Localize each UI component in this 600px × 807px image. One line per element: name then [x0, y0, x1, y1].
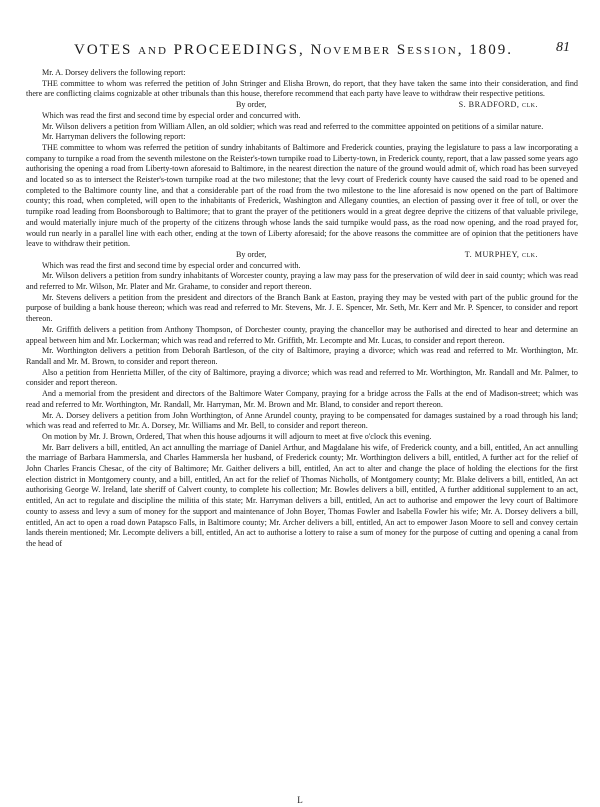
- clerk-signature: T. MURPHEY, clk.: [464, 249, 538, 259]
- page-number: 81: [556, 40, 570, 55]
- paragraph: And a memorial from the president and directors of the Baltimore Water Company, praying for a bridge across the Falls at the end of Madison-street; which was read and referred to Mr. Worthington, Mr. Randall, Mr. Harryman, Mr. M. Brown and Mr. Bland, to consider and report thereon.: [26, 389, 578, 409]
- by-order-label: By order,: [236, 249, 267, 259]
- paragraph: Mr. Barr delivers a bill, entitled, An act annulling the marriage of Daniel Arthur, and Magdalane his wife, of Frederick county, and a bill, entitled, An act annulling the marriage of Barbara Hammersla, and Charles Hammersla her husband, of Frederick county; Mr. Worthington delivers a bill, entitled, A further act for the relief of John Charles Francis Chesac, of the city of Baltimore; Mr. Gaither delivers a bill, entitled, An act to alter and change the place of holding the elections for the first election district in Montgomery county, and a bill, entitled, An act for the relief of Thomas Nicholls, of Montgomery county; Mr. Blake delivers a bill, entitled, An act authorising George W. Ireland, late sheriff of Calvert county, to complete his collection; Mr. Bowles delivers a bill, entitled, A further additional supplement to an act, entitled, An act to regulate and discipline the militia of this state; Mr. Harryman delivers a bill, entitled, An act to authorise and empower the levy court of Baltimore county to assess and levy a sum of money for the support and maintenance of John Boyer, Thomas Fowler and Isabella Fowler his wife; Mr. A. Dorsey delivers a bill, entitled, An act to open a road down Patapsco Falls, in Baltimore county; Mr. Archer delivers a bill, entitled, An act to empower Jason Moore to sell and convey certain lands therein mentioned; Mr. Lecompte delivers a bill, entitled, An act to authorise a lottery to raise a sum of money for the purpose of cutting and opening a canal from the head of: [26, 442, 578, 548]
- signature-line: [26, 100, 578, 111]
- paragraph: On motion by Mr. J. Brown, Ordered, That when this house adjourns it will adjourn to meet at five o'clock this evening.: [42, 431, 432, 441]
- paragraph: THE committee to whom was referred the petition of John Stringer and Elisha Brown, do report, that they have taken the same into their consideration, and find there are conflicting claims cognizable at other tribunals than this house, therefore recommend that each party have leave to withdraw their respective petitions.: [26, 78, 578, 99]
- paragraph: THE committee to whom was referred the petition of sundry inhabitants of Baltimore and Frederick counties, praying the legislature to pass a law incorporating a company to turnpike a road from the seventh milestone on the Reister's-town turnpike road to Liberty-town, in Frederick county, report, that a law passed some years ago authorising the opening a road from Liberty-town aforesaid to Baltimore, in the nearest direction the nature of the ground would admit of, which road has been surveyed and located so as to intersect the Reister's-town turnpike road at the two milestone; that the levy court of Frederick county have caused the said road to be opened and completed to the Baltimore county line, and that a considerable part of the road from the two milestone to the line aforesaid is now opened on the part of Baltimore county; this road, when completed, will open to the inhabitants of Frederick, Washington and Allegany counties, an election of passing over it free of toll, or over the turnpike road leading from Boonsborough to Baltimore; that to grant the prayer of the petitioners would in a great degree deprive the citizens of that valuable privilege, and would materially injure much of the property of the citizens through whose lands the said turnpike would pass, as the road now opening, and the road prayed for, would run nearly in a parallel line with each other, ending at the town of Liberty aforesaid; for the above reasons the committee are of opinion that the petitioners have leave to withdraw their petition.: [26, 142, 578, 249]
- signature-line: [26, 250, 578, 261]
- paragraph: Mr. Griffith delivers a petition from Anthony Thompson, of Dorchester county, praying the chancellor may be authorised and directed to hear and determine an appeal between him and Mr. Lockerman; which was read and referred to Mr. Griffith, Mr. Lecompte and Mr. Lucas, to consider and report thereon.: [26, 324, 578, 345]
- running-header: [26, 40, 578, 66]
- paragraph: Mr. Harryman delivers the following report:: [42, 132, 186, 142]
- paragraph: Also a petition from Henrietta Miller, of the city of Baltimore, praying a divorce; which was read and referred to Mr. Worthington, Mr. Randall and Mr. Palmer, to consider and report thereon.: [26, 367, 578, 388]
- by-order-label: By order,: [236, 100, 267, 110]
- paragraph: Which was read the first and second time by especial order and concurred with.: [42, 110, 301, 120]
- paragraph: Mr. A. Dorsey delivers the following report:: [42, 68, 186, 77]
- signature-mark: L: [297, 795, 303, 805]
- paragraph: Mr. Wilson delivers a petition from William Allen, an old soldier; which was read and referred to the committee appointed on petitions of a similar nature.: [42, 121, 544, 131]
- paragraph: Which was read the first and second time by especial order and concurred with.: [42, 260, 301, 270]
- paragraph: Mr. Worthington delivers a petition from Deborah Bartleson, of the city of Baltimore, praying a divorce; which was read and referred to Mr. Worthington, Mr. Randall and Mr. M. Brown, to consider and report thereon.: [26, 346, 578, 366]
- paragraph: Mr. Stevens delivers a petition from the president and directors of the Branch Bank at Easton, praying they may be vested with part of the public ground for the purpose of building a bank house thereon; which was read and referred to Mr. Stevens, Mr. J. E. Spencer, Mr. Seth, Mr. Kerr and Mr. P. Spencer, to consider and report thereon.: [26, 292, 578, 324]
- paragraph: Mr. Wilson delivers a petition from sundry inhabitants of Worcester county, praying a law may pass for the preservation of wild deer in said county; which was read and referred to Mr. Wilson, Mr. Plater and Mr. Grahame, to consider and report thereon.: [26, 271, 578, 292]
- clerk-signature: S. BRADFORD, clk.: [458, 100, 538, 110]
- header-title: VOTES and PROCEEDINGS, November Session, 1809.: [74, 42, 513, 58]
- body-text: [26, 68, 578, 550]
- paragraph: Mr. A. Dorsey delivers a petition from John Worthington, of Anne Arundel county, praying to be compensated for damages sustained by a road through his land; which was read and referred to Mr. A. Dorsey, Mr. Williams and Mr. Bell, to consider and report thereon.: [26, 410, 578, 431]
